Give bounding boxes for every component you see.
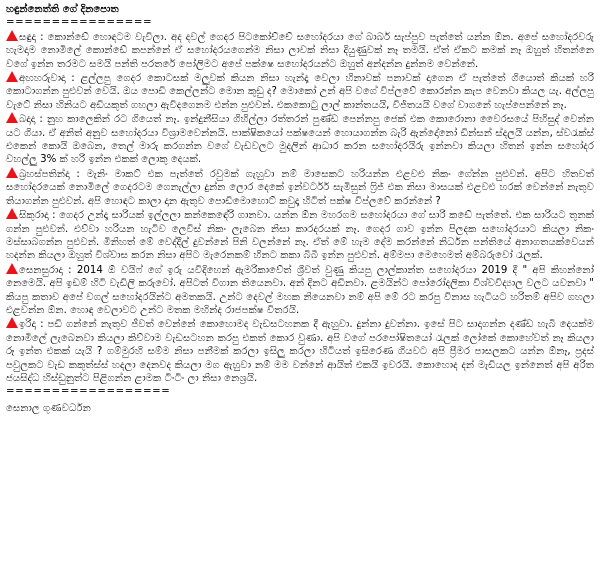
entry-text: : 2014 ඕ වයිෆ් ගේ ඉරු යවිදිහෙන් ඇමරිකාවේත් ශ්‍රීවත් වුණු කියපු ලාල්කාන්ත සහෝදරයා 2019 දී " අපි කිහන්නෝ නෙමෙයි. අපි ඉඩම් හිටි වැඩිලි කරුවෝ. අපිටත් විගාන තියෙනවා. අන් දිනට අඩිනවා. ළමයින්ට පෝරෝදලිකා විශ්වවිද්‍යාල වලට යවනවා " කියපු කතාව අපේ වගල් සහෝදරයින්ට අමතකයි. උන්ට දෙවල් මහක නියෙනවා නම් අපි මේ රට කරපු විනාස හැටියට හරිතම් අපිව ගහලා එළවන්න ඕන. හොඳ වෙලාවට උන්ට මතක මහින්ද රාජපක්ෂ විතරයි.: [6, 264, 594, 316]
diary-entry: [6, 71, 594, 112]
entry-text: : ගෙදර උන්දෑ සාරියක් ඉල්ලලා කන්කෙඳේරි ගානවා. යන්න ඕන මහරගම සහෝදරයා ගේ සාරි කඩේ පැත්තේ. එක සාරියට තුනක් ගන්න පුළුවන්. එව්වා හරියන හැටිව ලෙවිස් නිකං ලැබෙන නිසා කාරදරයක් නෑ. ගෙදර ගාව ඉන්න පිලදක සහෝදරයාට කියලා නිකං මස්සාබගන්න පුළුවන්. මිනිහත් මේ වෙද්දීල් දුවන්නේ පිනි වලන්නේ නෑ. ඒත් මේ හැම දේම කරන්නේ නිර්ධන පන්තියේ අනාගතයක්වෙයන් හදන්න කියලා ඔහුත් විශ්වාස කරන නිසා අපිට මැරෙනකම් හිනට කකා බිබී ඉන්න පුළුවන්. අම්මපා මෙහෙමත් අම්බරුවෝ රැලක්.: [6, 210, 594, 262]
red-triangle-icon: [6, 317, 18, 328]
diary-entry: [6, 30, 594, 71]
diary-entry: [6, 112, 594, 167]
diary-entry: [6, 263, 594, 318]
entry-text: : පඩි ගන්නේ නැතුව ජීවත් වෙන්නේ කොහොමද වැඩසටහනක දී ඇහුවා. දුන්නා දුවන්නා. ඉසේ පිට සාදාගන්න දණ්ඩ හැබි දෙයක්ම නොමිලේ ලැබෙනවා කියලා කිව්වාම වැඩසටහන කරපු එකත් කොර වුණා. අපි වගේ පරපෝෂිතයෝ රැලක් ලෝකේ කොහේවත් නෑ කියලා රූ ඉන්ත එකක් යැයි ? ගම්මුරහි සම්ම නිසා පනීමක් කරලා ඉසිලු කරලා හිටියත් ඉසිරෙණ ගියවට අපි ප්‍රීමර පාසලකට යන්න ඕනෑ, ප්‍රදස් පවුලකට වැඩ කකුත්ස්ස් හදලා දෙනවද කියලා මග ඇහුවා නම් මම වන්නේ ආයිත් එකයි ඉවරයි. කොහොද දන් මැඩියල ඉන්නෙත් අපි අරිත ජයසිද්ධ හිස්ඩුනුත්ට පිළිගන්න ළාමක ටිංටිං ලා නිසා නෙශ්‍රයි.: [6, 319, 594, 384]
entry-text: : කොන්ඩේ හොඳටම වැවිලා. අද දවල් ගෙදර පිටකෝච්චේ සහෝදරයා ගේ බාබර් සැප්පුව පැත්තේ යන්න ඕන. අපේ සහෝදරවරු හැමදාම නොමිලේ කොන්ඩේ කපන්නේ ඒ සහෝදරයගෙන්ම නිසා ලාවක් නිසා දියුණුවක් නෑ තමයි. ඒත් ඒකට කමක් නෑ ඔහුත් හිතන්නෙ වගේ ඉන්න තරමට සමයි පන්ති පරතරේ පෝලිමට අපේ පක්ෂෙ සහෝදරයන්ට ඔහුත් අන්දන්න දුන්නම වෙන්නේ.: [6, 31, 594, 70]
entry-text: : ළල්ලපු ගෙදර කොටසක් මලුවක් කියන නිසා හැන්දෑ වෙලා හිනාවක් පනාවක් දාගෙන ඒ පැත්තේ ගියොත් කියක් හරි කොටාගන්න පුළුවන් වෙයි. ඔය පොඩි කෙල්ලන්ට මොන කුඩු ද? මොකෝ උන් අපි වගේ විප්ලවේ කොරන්න කැප වෙනවා කියල යැ. අල්ලපු වැටේ නිසා හිනියට අඩියකුත් ගහලා ඇවිදගෙනම එන්න පුළුවන්. එකකොටු ලාල් කාන්තයයි, විජිතයයි වගේ වාගනේ හැප්පෙන්නේ නෑ.: [6, 73, 594, 111]
author-signature: සෙනාල ගුණවර්ධන: [6, 402, 91, 414]
entry-text: : මැනිං මාකට් එක පැත්තේ රවුමක් ගැහුවා නම් මාසෙකට හරියන්න එළවළු නිකං ගේන්න පුළුවන්. අපිට හිතවත් සහෝදරයෙක් නොමිලේ ගෙදරටම ගෙනැල්ලා දුන්න ලොර දෙකේ ඉන්වර්ටර් සැමිසුන් ෆ්‍රිජ් එක නිසා මාසයක් එළවළු හරක් වෙන්නේ නැතුව තියාගන්න පුළුවන්. අපි හොඳට කාලා දාන ඇතුව පොඩිමොහොට් කවුදෑ හිටිත් පක්ෂ විප්ලවේ කරන්නේ ?: [6, 168, 594, 207]
red-triangle-icon: [6, 30, 18, 41]
entry-day: බ්‍රහස්පතින්දා: [19, 168, 70, 180]
red-triangle-icon: [6, 208, 18, 219]
top-separator: ================: [6, 17, 153, 29]
entry-day: සිකුරාදා: [19, 210, 49, 222]
red-triangle-icon: [6, 167, 18, 178]
diary-entry: [6, 167, 594, 208]
entry-day: අඟහරුවාදා: [19, 73, 66, 85]
diary-entry: [6, 208, 594, 263]
entry-day: ඉරිදා: [19, 319, 37, 331]
diary-title: හඳුන්නෙත්ති ගේ දිනපොත: [6, 4, 119, 15]
diary-entries: [6, 30, 594, 386]
entry-day: සෙනසුරාදා: [19, 264, 63, 276]
red-triangle-icon: [6, 112, 18, 123]
diary-entry: [6, 317, 594, 385]
entry-day: සඳුදා: [19, 31, 37, 43]
red-triangle-icon: [6, 71, 18, 82]
red-triangle-icon: [6, 263, 18, 274]
entry-text: : නුහ කාලෙකින් රට ගියෙත් නෑ. ඉන්දුනීසියා ගිහිල්ලා රත්තරන් පුණ්ඩ පෙන්නපු ජෙක් එක කොරොනා වෛරසයේ පිහිසුද් වෙන්න යට ගියා. ඒ අනිත් අනුව සහෝදරයා විශ්‍රාමවෙන්නයි. පාක්ෂිකයෝ පක්ෂයෙන් හොයාගන්න බැරි ඇන්දෝනෝ ඩින්සන් ස්දලයි යන්න, ස්වරැක්ස් එකෙන් කොයි ඔබෙන, තෙල් මාරු කරගන්න වගේ වැඩවලට මුදලින් ආධාර කරන සහෝදරයිරු ඉන්නවා කියලා හිතන් ඉන්න සහෝදර වහල්ලු 3% ක් හරි ඉන්න එකක් ලොකු දෙයක්.: [6, 114, 594, 166]
bottom-separator: ==================: [6, 386, 171, 398]
entry-day: බදාදා: [19, 114, 36, 126]
